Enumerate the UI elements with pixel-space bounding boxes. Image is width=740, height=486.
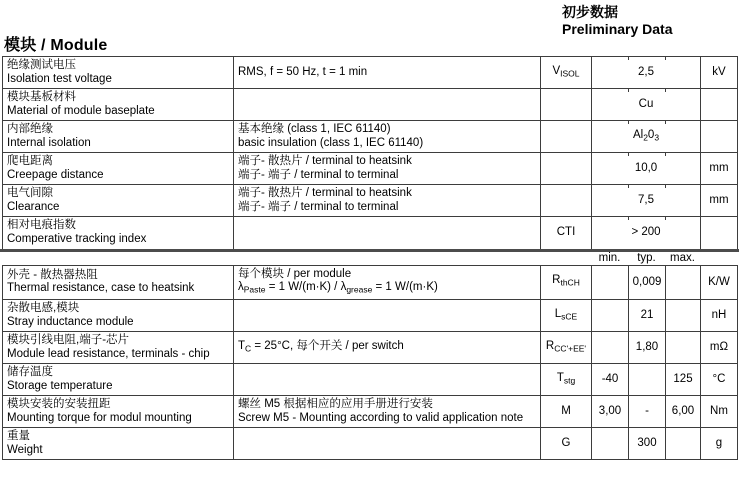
parameter-label-zh: 相对电痕指数 bbox=[7, 219, 76, 232]
unit-cell: kV bbox=[701, 57, 738, 89]
table-row bbox=[3, 364, 738, 396]
spacer-cell bbox=[700, 252, 737, 265]
condition-line: RMS, f = 50 Hz, t = 1 min bbox=[238, 65, 368, 78]
conditions-cell bbox=[234, 428, 541, 460]
symbol-cell: G bbox=[541, 428, 592, 460]
unit-cell bbox=[701, 89, 738, 121]
typ-value-cell: 0,009 bbox=[629, 265, 666, 300]
spacer-cell bbox=[2, 252, 233, 265]
parameter-label-en: Weight bbox=[7, 443, 43, 456]
preliminary-en: Preliminary Data bbox=[562, 21, 673, 37]
table-row bbox=[3, 217, 738, 249]
table-row bbox=[3, 396, 738, 428]
typ-column-label: typ. bbox=[637, 251, 656, 264]
conditions-cell bbox=[234, 185, 541, 217]
condition-line: 每个模块 / per module bbox=[238, 267, 352, 280]
subscript: 2 bbox=[643, 132, 648, 142]
value-cell: $Al_20_3$ bbox=[592, 121, 701, 153]
symbol-cell bbox=[541, 153, 592, 185]
typ-value-cell: 300 bbox=[629, 428, 666, 460]
parameter-label-zh: 爬电距离 bbox=[7, 155, 53, 167]
symbol-cell: $V_{ISOL}$ bbox=[541, 57, 592, 89]
parameter-cell bbox=[3, 332, 234, 364]
max-column-label: max. bbox=[670, 251, 695, 264]
value-cell: 10,0 bbox=[592, 153, 701, 185]
symbol-cell bbox=[541, 89, 592, 121]
table-row bbox=[3, 300, 738, 332]
table-row bbox=[3, 89, 738, 121]
preliminary-zh: 初步数据 bbox=[562, 4, 618, 20]
subscript: thCH bbox=[560, 277, 580, 288]
condition-line: basic insulation (class 1, IEC 61140) bbox=[238, 136, 424, 149]
parameter-cell bbox=[3, 121, 234, 153]
table-row bbox=[3, 121, 738, 153]
section-title: 模块 / Module bbox=[4, 37, 108, 54]
parameter-label-en: Isolation test voltage bbox=[7, 72, 112, 85]
parameter-cell bbox=[3, 428, 234, 460]
symbol-cell: CTI bbox=[541, 217, 592, 249]
condition-line: $\lambda_{Paste} = 1$ $W/(m\cdot K) / \lambda_{grease} = 1$ W/(m·K) bbox=[238, 281, 438, 295]
parameter-cell bbox=[3, 57, 234, 89]
parameter-label-en: Stray inductance module bbox=[7, 315, 134, 328]
subscript: C bbox=[245, 343, 252, 353]
table-row bbox=[3, 332, 738, 364]
parameter-label-en: Material of module baseplate bbox=[7, 104, 155, 117]
typ-value-cell: 21 bbox=[629, 300, 666, 332]
condition-line: 端子- 端子 / terminal to terminal bbox=[238, 200, 399, 213]
table-row bbox=[3, 57, 738, 89]
parameter-label-en: Storage temperature bbox=[7, 379, 113, 392]
value-cell: > 200 bbox=[592, 217, 701, 249]
subscript: Paste bbox=[243, 284, 266, 295]
parameter-label-en: Internal isolation bbox=[7, 136, 91, 149]
condition-line: 端子- 散热片 / terminal to heatsink bbox=[238, 187, 412, 199]
parameter-label-zh: 杂散电感,模块 bbox=[7, 302, 80, 314]
condition-line: Screw M5 - Mounting according to valid application note bbox=[238, 411, 524, 424]
typ-value-cell bbox=[629, 364, 666, 396]
subscript: grease bbox=[346, 284, 373, 295]
max-value-cell bbox=[666, 265, 701, 300]
preliminary-data-label bbox=[562, 4, 673, 38]
min-typ-max-header bbox=[2, 252, 737, 265]
min-value-cell: -40 bbox=[592, 364, 629, 396]
min-column-label: min. bbox=[598, 251, 621, 264]
unit-cell: Nm bbox=[701, 396, 738, 428]
conditions-cell bbox=[234, 57, 541, 89]
min-value-cell bbox=[592, 332, 629, 364]
max-value-cell bbox=[666, 300, 701, 332]
value-cell: 7,5 bbox=[592, 185, 701, 217]
parameter-label-zh: 绝缘测试电压 bbox=[7, 59, 76, 71]
page-header bbox=[0, 0, 740, 56]
unit-cell bbox=[701, 217, 738, 249]
subscript: stg bbox=[563, 375, 576, 385]
conditions-cell bbox=[234, 217, 541, 249]
symbol-cell: $T_{stg}$ bbox=[541, 364, 592, 396]
parameter-cell bbox=[3, 300, 234, 332]
conditions-cell bbox=[234, 121, 541, 153]
max-value-cell bbox=[666, 428, 701, 460]
unit-cell: °C bbox=[701, 364, 738, 396]
min-value-cell bbox=[592, 428, 629, 460]
condition-line: 端子- 端子 / terminal to terminal bbox=[238, 168, 399, 181]
subscript: 3 bbox=[654, 132, 660, 142]
parameter-cell bbox=[3, 89, 234, 121]
parameter-cell bbox=[3, 217, 234, 249]
parameter-label-zh: 模块安装的安装扭距 bbox=[7, 398, 111, 410]
condition-line: 基本绝缘 (class 1, IEC 61140) bbox=[238, 123, 391, 135]
subscript: CC'+EE' bbox=[554, 343, 587, 353]
parameter-label-en: Thermal resistance, case to heatsink bbox=[7, 282, 195, 295]
unit-cell: mm bbox=[701, 153, 738, 185]
column-header-row bbox=[2, 252, 737, 265]
unit-cell bbox=[701, 121, 738, 153]
parameter-label-zh: 电气间隙 bbox=[7, 187, 53, 199]
symbol-cell: $R_{CC'+EE'}$ bbox=[541, 332, 592, 364]
parameter-label-en: Comperative tracking index bbox=[7, 232, 147, 245]
condition-line: 螺丝 M5 根据相应的应用手册进行安装 bbox=[238, 398, 433, 410]
condition-line: 端子- 散热片 / terminal to heatsink bbox=[238, 155, 412, 167]
conditions-cell bbox=[234, 396, 541, 428]
typ-value-cell: 1,80 bbox=[629, 332, 666, 364]
table-row bbox=[3, 265, 738, 300]
module-table-upper bbox=[2, 56, 738, 249]
max-value-cell: 125 bbox=[666, 364, 701, 396]
max-value-cell bbox=[666, 332, 701, 364]
parameter-label-en: Clearance bbox=[7, 200, 60, 213]
symbol-cell: $R_{thCH}$ bbox=[541, 265, 592, 300]
parameter-label-en: Mounting torque for modul mounting bbox=[7, 411, 192, 424]
parameter-label-en: Creepage distance bbox=[7, 168, 104, 181]
parameter-label-zh: 储存温度 bbox=[7, 366, 53, 378]
conditions-cell bbox=[234, 300, 541, 332]
parameter-cell bbox=[3, 396, 234, 428]
parameter-label-zh: 内部绝缘 bbox=[7, 123, 53, 135]
table-row bbox=[3, 153, 738, 185]
value-cell: Cu bbox=[592, 89, 701, 121]
conditions-cell bbox=[234, 265, 541, 300]
conditions-cell bbox=[234, 364, 541, 396]
condition-line: $T_C = 25^\circ C$, 每个开关 / per switch bbox=[238, 339, 404, 353]
conditions-cell bbox=[234, 153, 541, 185]
conditions-cell bbox=[234, 89, 541, 121]
unit-cell: mΩ bbox=[701, 332, 738, 364]
parameter-label-zh: 模块引线电阻,端子-芯片 bbox=[7, 334, 130, 346]
parameter-cell bbox=[3, 185, 234, 217]
symbol-cell: M bbox=[541, 396, 592, 428]
max-value-cell: 6,00 bbox=[666, 396, 701, 428]
parameter-cell bbox=[3, 364, 234, 396]
unit-cell: K/W bbox=[701, 265, 738, 300]
value-cell: 2,5 bbox=[592, 57, 701, 89]
min-value-cell bbox=[592, 265, 629, 300]
conditions-cell bbox=[234, 332, 541, 364]
unit-cell: mm bbox=[701, 185, 738, 217]
min-value-cell bbox=[592, 300, 629, 332]
spacer-cell bbox=[540, 252, 591, 265]
unit-cell: nH bbox=[701, 300, 738, 332]
unit-cell: g bbox=[701, 428, 738, 460]
spacer-cell bbox=[233, 252, 540, 265]
min-value-cell: 3,00 bbox=[592, 396, 629, 428]
typ-value-cell: - bbox=[629, 396, 666, 428]
subscript: sCE bbox=[561, 311, 578, 321]
parameter-cell bbox=[3, 265, 234, 300]
symbol-cell bbox=[541, 121, 592, 153]
parameter-label-zh: 模块基板材料 bbox=[7, 91, 76, 103]
symbol-cell: $L_{sCE}$ bbox=[541, 300, 592, 332]
table-row bbox=[3, 185, 738, 217]
parameter-cell bbox=[3, 153, 234, 185]
module-table-lower bbox=[2, 265, 738, 461]
subscript: ISOL bbox=[560, 68, 580, 78]
parameter-label-en: Module lead resistance, terminals - chip bbox=[7, 347, 210, 360]
parameter-label-zh: 外壳 - 散热器热阻 bbox=[7, 268, 98, 281]
parameter-label-zh: 重量 bbox=[7, 430, 30, 442]
table-row bbox=[3, 428, 738, 460]
symbol-cell bbox=[541, 185, 592, 217]
